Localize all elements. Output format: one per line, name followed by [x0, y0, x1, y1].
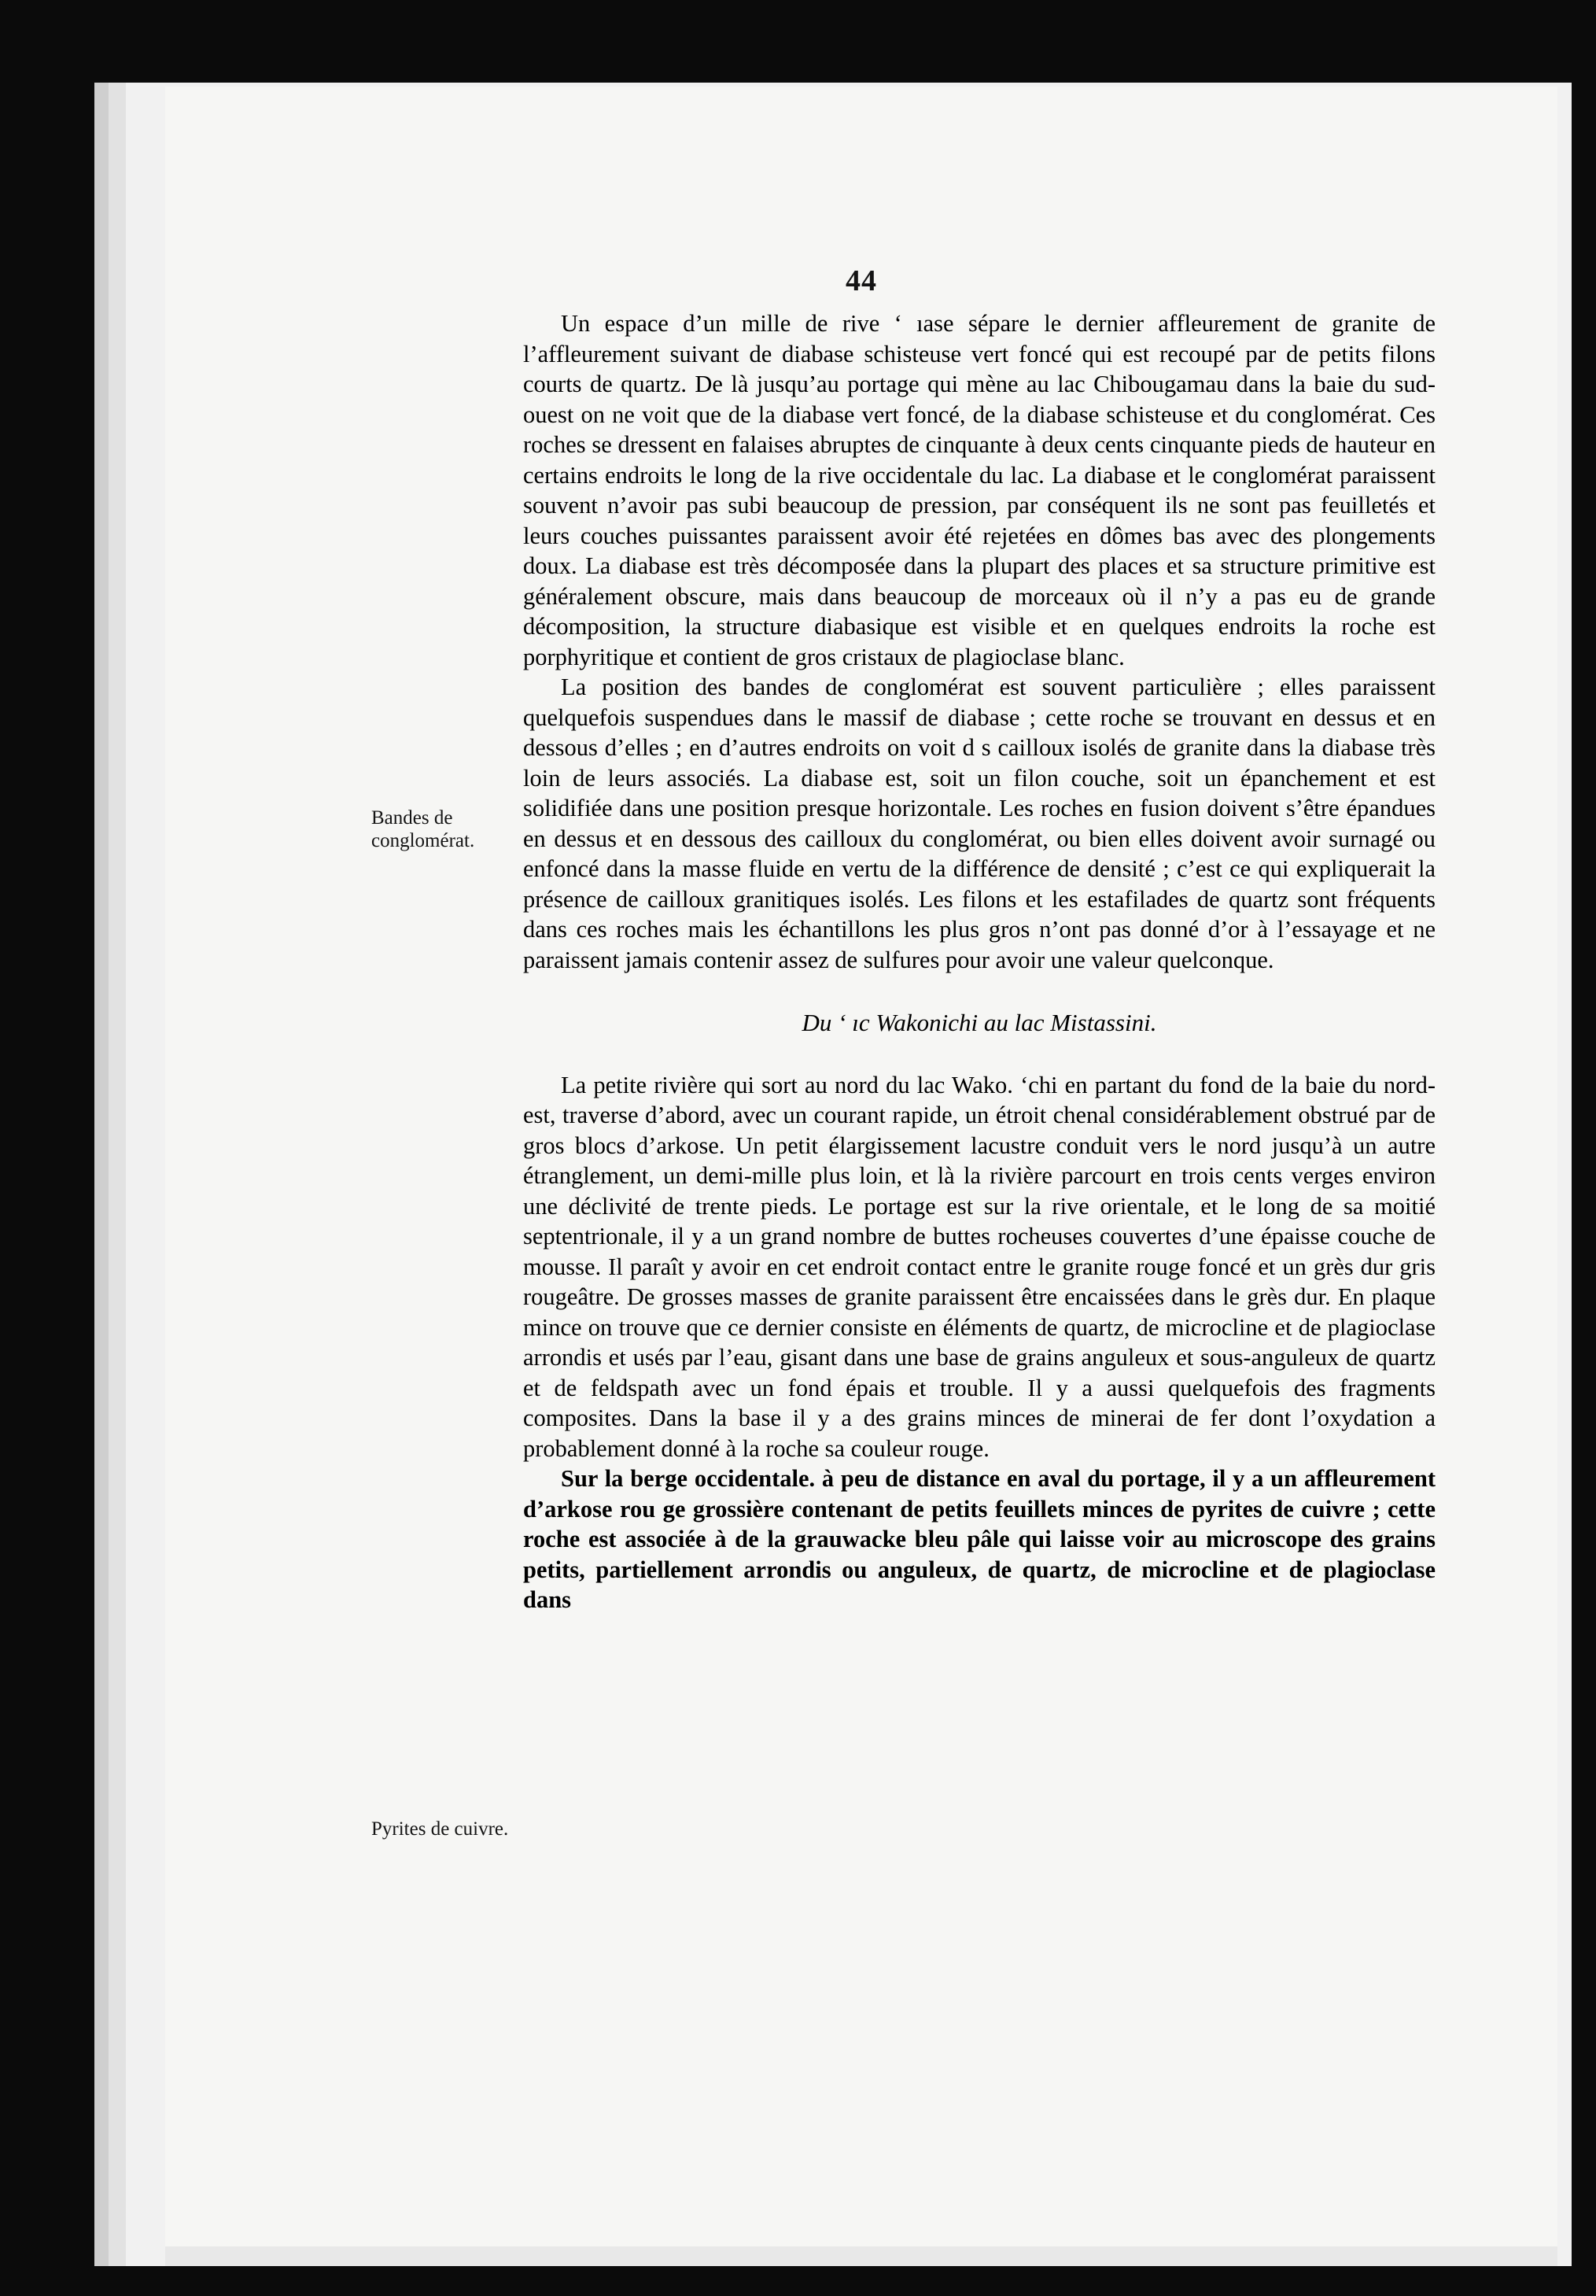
- margin-note-bandes: Bandes de conglomérat.: [371, 807, 475, 851]
- paragraph-3: La petite rivière qui sort au nord du lac Wako. ‘chi en partant du fond de la baie du nord-est, traverse d’abord, avec un courant rapide, un étroit chenal considérablement obstrué par de gros blocs d’arkose. Un petit élargissement lacustre conduit vers le nord jusqu’à un autre étranglement, un demi-mille plus loin, et là la rivière parcourt en trois cents verges environ une déclivité de trente pieds. Le portage est sur la rive orientale, et le long de sa moitié septentrionale, il y a un grand nombre de buttes rocheuses couvertes d’une épaisse couche de mousse. Il paraît y avoir en cet endroit contact entre le granite rouge foncé et un grès dur gris rougeâtre. De grosses masses de granite paraissent être encaissées dans le grès dur. En plaque mince on trouve que ce dernier consiste en éléments de quartz, de microcline et de plagioclase arrondis et usés par l’eau, gisant dans une base de grains anguleux et sous-anguleux de quartz et de feldspath avec un fond épais et trouble. Il y a aussi quelquefois des fragments composites. Dans la base il y a des grains minces de minerai de fer dont l’oxydation a probablement donné à la roche sa couleur rouge.: [523, 1071, 1436, 1462]
- paragraph-2: La position des bandes de conglomérat est souvent particulière ; elles paraissent quelquefois suspendues dans le massif de diabase ; cette roche se trouvant en dessus et en dessous d’elles ; en d’autres endroits on voit d s cailloux isolés de granite dans la diabase très loin de leurs associés. La diabase est, soit un filon couche, soit un épanchement et est solidifiée dans une position presque horizontale. Les roches en fusion doivent s’être épandues en dessus et en dessous des cailloux du conglomérat, ou bien elles doivent avoir surnagé ou enfoncé dans la masse fluide en vertu de la différence de densité ; c’est ce qui expliquerait la présence de cailloux granitiques isolés. Les filons et les estafilades de quartz sont fréquents dans ces roches mais les échantillons les plus gros n’ont pas donné d’or à l’essayage et ne paraissent jamais contenir assez de sulfures pour avoir une valeur quelconque.: [523, 674, 1436, 973]
- page-number: 44: [846, 264, 877, 297]
- section-heading: Du ‘ ıc Wakonichi au lac Mistassini.: [802, 1009, 1157, 1036]
- body-text: [523, 308, 1436, 1615]
- page-bottom-edge: [165, 2246, 1557, 2266]
- paragraph-1: Un espace d’un mille de rive ‘ ıase sépare le dernier affleurement de granite de l’affleurement suivant de diabase schisteuse vert foncé qui est recoupé par de petits filons courts de quartz. De là jusqu’au portage qui mène au lac Chibougamau dans la baie du sud-ouest on ne voit que de la diabase vert foncé, de la diabase schisteuse et du conglomérat. Ces roches se dressent en falaises abruptes de cinquante à deux cents cinquante pieds de hauteur en certains endroits le long de la rive occidentale du lac. La diabase et le conglomérat paraissent souvent n’avoir pas subi beaucoup de pression, par conséquent ils ne sont pas feuilletés et leurs couches puissantes paraissent avoir été rejetées en dômes bas avec des plongements doux. La diabase est très décomposée dans la plupart des places et sa structure primitive est généralement obscure, mais dans beaucoup de morceaux où il n’y a pas eu de grande décomposition, la structure diabasique est visible et en quelques endroits la roche est porphyritique et contient de gros cristaux de plagioclase blanc.: [523, 310, 1436, 670]
- margin-note-pyrites: Pyrites de cuivre.: [371, 1818, 509, 1840]
- paragraph-4: Sur la berge occidentale. à peu de distance en aval du portage, il y a un affleurement d’arkose rou ge grossière contenant de petits feuillets minces de pyrites de cuivre ; cette roche est associée à de la grauwacke bleu pâle qui laisse voir au microscope des grains petits, partiellement arrondis ou anguleux, de quartz, de microcline et de plagioclase dans: [523, 1465, 1436, 1613]
